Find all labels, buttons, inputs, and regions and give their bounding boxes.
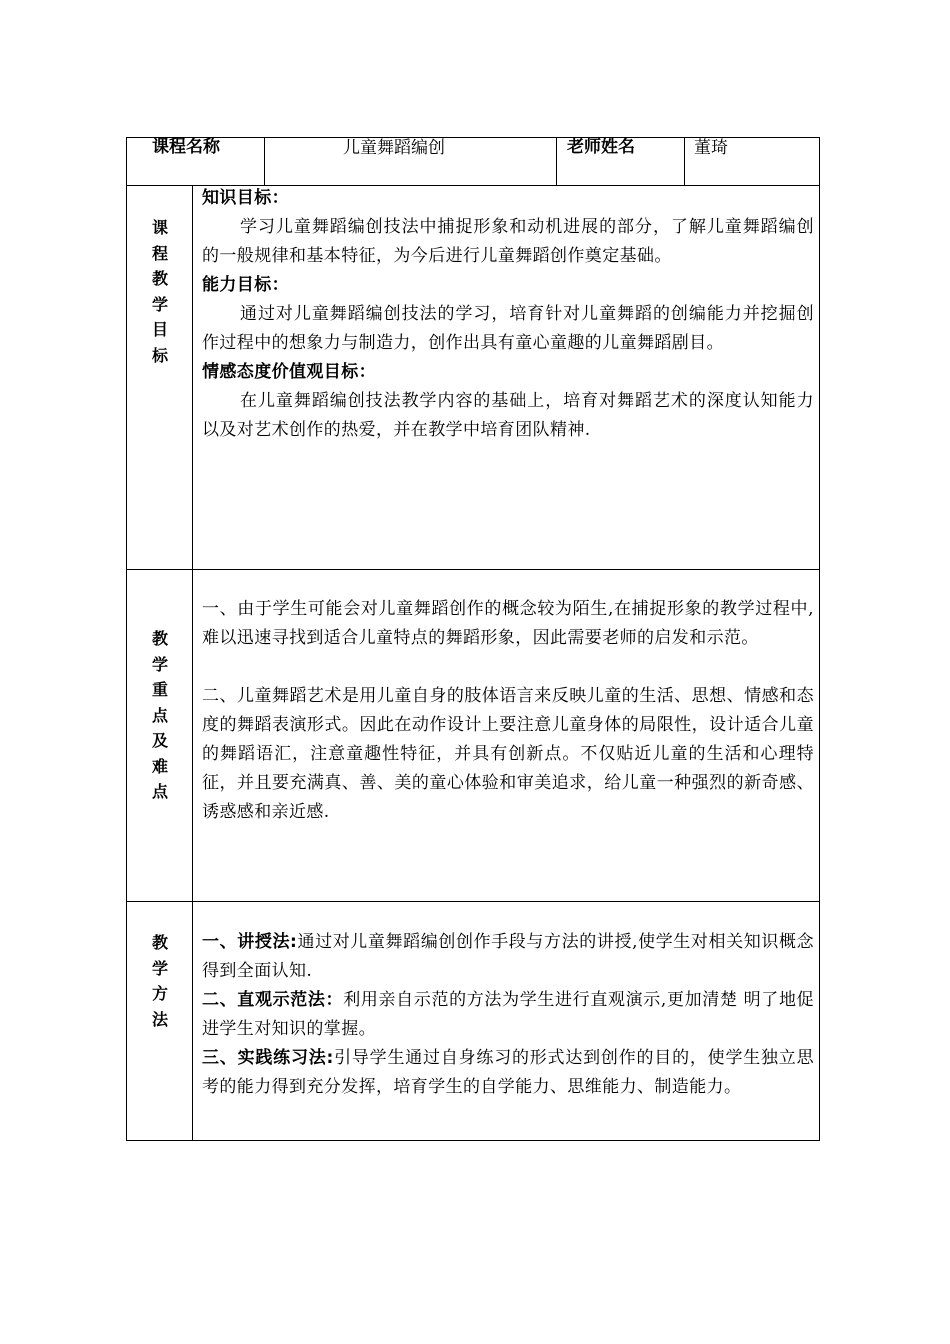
- method-1-text: 通过对儿童舞蹈编创创作手段与方法的讲授,使学生对相关知识概念得到全面认知.: [202, 932, 815, 981]
- keypoints-label-char: 重: [151, 680, 168, 699]
- method-2: [202, 986, 814, 1044]
- table-border-row2: [126, 569, 820, 570]
- methods-label: [128, 930, 192, 1032]
- methods-content: [202, 928, 814, 1102]
- methods-label-char: 方: [151, 984, 168, 1003]
- keypoints-label-char: 点: [151, 782, 168, 801]
- keypoints-label-char: 点: [151, 705, 168, 725]
- table-border-right: [819, 137, 820, 1141]
- method-3-text: 引导学生通过自身练习的形式达到创作的目的，使学生独立思考的能力得到充分发挥，培育学生的自学能力、思维能力、制造能力。: [202, 1048, 814, 1097]
- keypoints-label-char: 及: [151, 731, 168, 750]
- emotion-objective-text: 在儿童舞蹈编创技法教学内容的基础上，培育对舞蹈艺术的深度认知能力以及对艺术创作的热爱，并在教学中培育团队精神.: [202, 391, 814, 440]
- method-2-text: 利用亲自示范的方法为学生进行直观演示,更加清楚 明了地促进学生对知识的掌握。: [202, 990, 814, 1039]
- header-divider-3: [684, 137, 685, 185]
- emotion-objective-title: 情感态度价值观目标：: [202, 362, 376, 382]
- paragraph-gap: [202, 653, 814, 682]
- objectives-label-char: 标: [151, 345, 168, 365]
- keypoints-label-char: 学: [151, 654, 168, 674]
- objectives-content: [202, 184, 814, 445]
- ability-objective-text: 通过对儿童舞蹈编创技法的学习，培育针对儿童舞蹈的创编能力并挖掘创作过程中的想象力与制造力，创作出具有童心童趣的儿童舞蹈剧目。: [202, 304, 814, 353]
- objectives-label-char: 教: [151, 269, 168, 288]
- keypoints-label: [128, 626, 192, 805]
- teacher-name-value: 董琦: [694, 138, 728, 158]
- knowledge-objective-title: 知识目标：: [202, 188, 289, 208]
- methods-label-char: 教: [151, 933, 168, 952]
- keypoints-label-char: 教: [151, 629, 168, 648]
- ability-objective-title: 能力目标：: [202, 275, 289, 295]
- method-2-title: 二、直观示范法：: [202, 990, 344, 1010]
- table-border-bottom: [126, 1140, 820, 1141]
- objectives-label-char: 课: [151, 218, 168, 237]
- knowledge-objective-text: 学习儿童舞蹈编创技法中捕捉形象和动机进展的部分，了解儿童舞蹈编创的一般规律和基本特征，为今后进行儿童舞蹈创作奠定基础。: [202, 217, 814, 266]
- objectives-label: [128, 215, 192, 368]
- teacher-name-label: 老师姓名: [567, 137, 635, 157]
- table-border-row3: [126, 901, 820, 902]
- objectives-label-char: 学: [151, 294, 168, 314]
- header-divider-1: [264, 137, 265, 185]
- method-3-title: 三、实践练习法:: [202, 1048, 334, 1068]
- methods-label-char: 学: [151, 958, 168, 978]
- keypoints-label-char: 难: [151, 756, 168, 776]
- keypoint-2: 二、儿童舞蹈艺术是用儿童自身的肢体语言来反映儿童的生活、思想、情感和态度的舞蹈表演形式。因此在动作设计上要注意儿童身体的局限性，设计适合儿童的舞蹈语汇，注意童趣性特征，并具有创新点。不仅贴近儿童的生活和心理特征，并且要充满真、善、美的童心体验和审美追求，给儿童一种强烈的新奇感、诱惑感和亲近感.: [202, 686, 814, 822]
- keypoints-content: [202, 595, 814, 827]
- method-1-title: 一、讲授法:: [202, 932, 298, 952]
- objectives-label-char: 程: [151, 243, 168, 263]
- header-divider-2: [556, 137, 557, 185]
- methods-label-char: 法: [151, 1009, 168, 1029]
- table-border-left: [126, 137, 127, 1141]
- method-3: [202, 1044, 814, 1102]
- objectives-label-char: 目: [151, 320, 168, 339]
- keypoint-1: 一、由于学生可能会对儿童舞蹈创作的概念较为陌生,在捕捉形象的教学过程中,难以迅速寻找到适合儿童特点的舞蹈形象，因此需要老师的启发和示范。: [202, 599, 814, 648]
- method-1: [202, 928, 814, 986]
- course-name-label: 课程名称: [152, 137, 220, 157]
- label-column-divider: [192, 185, 193, 1140]
- course-name-value: 儿童舞蹈编创: [343, 138, 445, 158]
